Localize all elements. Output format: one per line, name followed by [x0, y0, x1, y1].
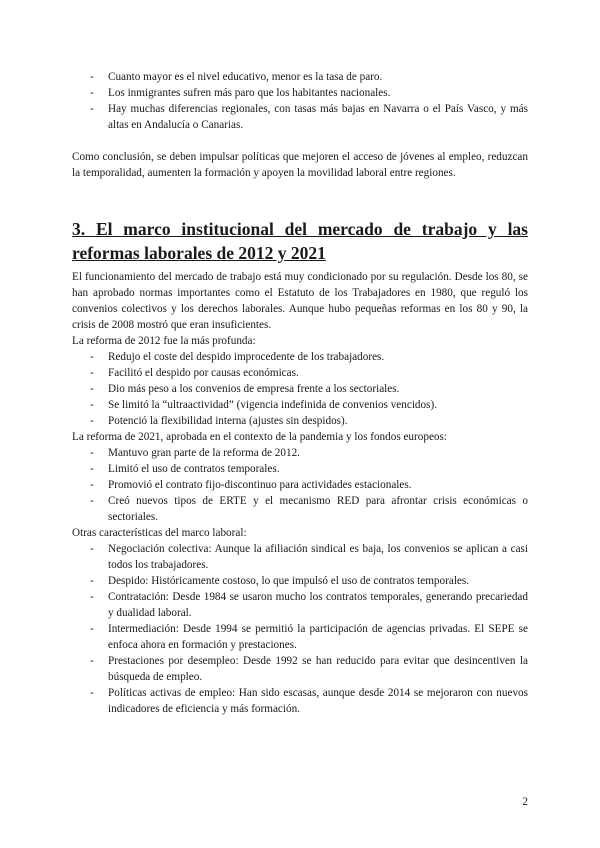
dash-bullet: -: [90, 543, 94, 555]
intro-bullet-list: [72, 69, 528, 133]
dash-bullet: -: [90, 383, 94, 395]
list-item: - Mantuvo gran parte de la reforma de 2012.: [90, 447, 300, 459]
reform-2012-intro: La reforma de 2012 fue la más profunda:: [72, 335, 256, 347]
section-heading: 3. El marco institucional del mercado de trabajo y las reformas laborales de 2012 y 2021: [72, 219, 528, 263]
list-item: - Potenció la flexibilidad interna (ajustes sin despidos).: [90, 415, 348, 427]
dash-bullet: -: [90, 351, 94, 363]
dash-bullet: -: [90, 415, 94, 427]
list-item: - Creó nuevos tipos de ERTE y el mecanismo RED para afrontar crisis económicas o sectoriales.: [90, 495, 528, 523]
page-number: 2: [522, 796, 528, 808]
list-item: - Contratación: Desde 1984 se usaron mucho los contratos temporales, generando precariedad y dualidad laboral.: [90, 591, 528, 619]
dash-bullet: -: [90, 447, 94, 459]
list-item: - Facilitó el despido por causas económicas.: [90, 367, 299, 379]
other-features-intro: Otras características del marco laboral:: [72, 527, 247, 539]
dash-bullet: -: [90, 623, 94, 635]
reform-2021-intro: La reforma de 2021, aprobada en el contexto de la pandemia y los fondos europeos:: [72, 431, 447, 443]
regulation-paragraph: El funcionamiento del mercado de trabajo está muy condicionado por su regulación. Desde los 80, se han aprobado normas importantes como el Estatuto de los Trabajadores en 1980, que reguló los convenios colectivos y los derechos laborales. Aunque hubo pequeñas reformas en los 80 y 90, la crisis de 2008 mostró que eran insuficientes.: [72, 271, 528, 331]
dash-bullet: -: [90, 575, 94, 587]
list-item: - Despido: Históricamente costoso, lo que impulsó el uso de contratos temporales.: [90, 575, 470, 587]
list-item: - Intermediación: Desde 1994 se permitió la participación de agencias privadas. El SEPE se enfoca ahora en formación y prestaciones.: [90, 623, 528, 651]
dash-bullet: -: [90, 479, 94, 491]
other-features-list: [72, 541, 528, 717]
list-item: - Promovió el contrato fijo-discontinuo para actividades estacionales.: [90, 479, 412, 491]
list-item: - Negociación colectiva: Aunque la afiliación sindical es baja, los convenios se aplican a casi todos los trabajadores.: [90, 543, 528, 571]
dash-bullet: -: [90, 591, 94, 603]
dash-bullet: -: [90, 655, 94, 667]
list-item: - Limitó el uso de contratos temporales.: [90, 463, 280, 475]
dash-bullet: -: [90, 87, 94, 99]
dash-bullet: -: [90, 367, 94, 379]
dash-bullet: -: [90, 687, 94, 699]
list-item: - Los inmigrantes sufren más paro que los habitantes nacionales.: [90, 87, 391, 99]
dash-bullet: -: [90, 71, 94, 83]
list-item: - Prestaciones por desempleo: Desde 1992 se han reducido para evitar que desincentiven la búsqueda de empleo.: [90, 655, 528, 683]
reform-2021-list: [72, 445, 528, 525]
conclusion-paragraph: Como conclusión, se deben impulsar políticas que mejoren el acceso de jóvenes al empleo, reduzcan la temporalidad, aumenten la formación y apoyen la movilidad laboral entre regiones.: [72, 151, 528, 179]
dash-bullet: -: [90, 463, 94, 475]
dash-bullet: -: [90, 103, 94, 115]
dash-bullet: -: [90, 495, 94, 507]
dash-bullet: -: [90, 399, 94, 411]
list-item: - Hay muchas diferencias regionales, con tasas más bajas en Navarra o el País Vasco, y más altas en Andalucía o Canarias.: [90, 103, 528, 131]
list-item: - Redujo el coste del despido improcedente de los trabajadores.: [90, 351, 385, 363]
list-item: - Se limitó la “ultraactividad” (vigencia indefinida de convenios vencidos).: [90, 399, 437, 411]
list-item: - Dio más peso a los convenios de empresa frente a los sectoriales.: [90, 383, 400, 395]
reform-2012-list: [72, 349, 528, 429]
page-content: [72, 69, 528, 717]
list-item: - Cuanto mayor es el nivel educativo, menor es la tasa de paro.: [90, 71, 383, 83]
list-item: - Políticas activas de empleo: Han sido escasas, aunque desde 2014 se mejoraron con nuevos indicadores de eficiencia y más formación.: [90, 687, 528, 715]
